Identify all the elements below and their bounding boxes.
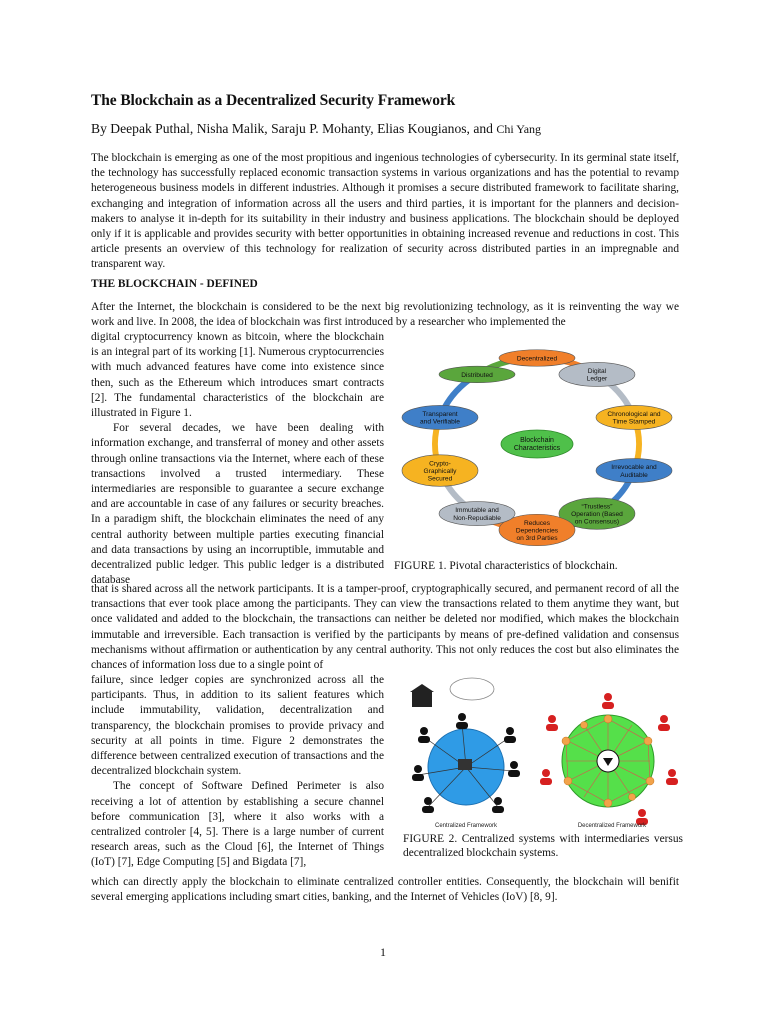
author-last: Chi Yang — [496, 122, 542, 136]
characteristic-label: Crypto- — [429, 460, 451, 468]
characteristic-label: Digital — [587, 368, 607, 376]
paragraph-1-column: digital cryptocurrency known as bitcoin, where the blockchain is an integral part of its working [1]. Numerous cryptocurrencies with much advanced features have come into existence since then, such as the Ethereum which introduces smart contracts [2]. The fundamental characteristics of the blockchain are illustrated in Figure 1. — [91, 331, 384, 420]
left-column-1 — [91, 330, 384, 588]
characteristic-label: on Consensus) — [574, 518, 620, 526]
centralized-framework — [410, 678, 520, 829]
figure-2-caption — [403, 832, 683, 860]
characteristic-label: Chronological and — [607, 411, 661, 419]
characteristic-label: Secured — [427, 475, 453, 483]
characteristic-label: Dependencies — [515, 527, 559, 535]
characteristic-label: Decentralized — [516, 355, 558, 363]
paragraph-2-column-cont: failure, since ledger copies are synchronized across all the participants. Thus, in addition to its salient features which include immutability, validation, decentralization and transparency, the blockchain promises to provide privacy and security at all points in time. Figure 2 demonstrates the difference between centralized execution of transactions and the decentralized blockchain system. — [91, 674, 384, 778]
author-names: By Deepak Puthal, Nisha Malik, Saraju P. Mohanty, Elias Kougianos, and — [91, 121, 497, 136]
characteristic-label: and Verifiable — [420, 418, 460, 426]
figure-2-diagram — [402, 675, 692, 830]
label-centralized: Centralized Framework — [434, 823, 498, 829]
paper-title: The Blockchain as a Decentralized Security Framework — [91, 92, 456, 109]
paragraph-3-column: The concept of Software Defined Perimeter is also receiving a lot of attention by establishing a secure channel before communication [3], where it also works with a centralized controler [4, 5]. There is a large number of current research areas, such as the Cloud [6], the Internet of Things (IoT) [7], Edge Computing [5] and Bigdata [7], — [91, 780, 384, 869]
center-label: Characteristics — [513, 445, 561, 452]
characteristic-label: on 3rd Parties — [516, 535, 558, 542]
decentralized-framework — [540, 693, 678, 829]
characteristic-label: Non-Repudiable — [453, 514, 501, 522]
characteristic-label: Time Stamped — [612, 418, 656, 426]
center-label: Blockchain — [520, 437, 554, 444]
characteristic-label: Irrevocable and — [611, 464, 657, 472]
server-icon — [458, 759, 472, 770]
bank-roof-icon — [410, 684, 434, 692]
abstract: The blockchain is emerging as one of the most propitious and ingenious technologies of cybersecurity. In its germinal state itself, the technology has successfully replaced economic transaction systems in various organizations and has the potential to revamp heterogeneous business models in different industries. Although it promises a secure distributed framework to facilitate sharing, exchanging and integration of information across all the users and third parties, it is important for the planners and decision-makers to analyse it in-depth for its suitability in their industry and business applications. The blockchain should be deployed only if it is applicable and provides security with better opportunities in obtaining increased revenue and reductions in cost. This article presents an overview of this technology for realization of security across distributed parties in an impregnable and transparent way. — [91, 152, 679, 271]
section-heading: THE BLOCKCHAIN - DEFINED — [91, 278, 258, 290]
figure-2-caption-text: . Centralized systems with intermediaries versus decentralized blockchain systems. — [403, 833, 683, 859]
characteristic-label: “Trustless” — [581, 503, 613, 511]
characteristic-label: Distributed — [461, 371, 493, 379]
characteristic-label: Graphically — [423, 467, 457, 475]
page-number: 1 — [380, 945, 386, 959]
characteristic-label: Ledger — [586, 375, 608, 383]
characteristic-label: Immutable and — [455, 507, 499, 515]
bank-icon — [412, 691, 432, 707]
cloud-icon — [450, 678, 494, 700]
paragraph-3-full: which can directly apply the blockchain to eliminate centralized controller entities. Consequently, the blockchain will benifit several emerging applications including smart cities, banking, and the Internet of Vehicles (IoV) [8, 9]. — [91, 876, 679, 904]
figure-2-caption-label: FIGURE 2 — [403, 833, 455, 845]
left-column-2 — [91, 673, 384, 871]
characteristic-label: Auditable — [620, 471, 648, 479]
author-list — [91, 121, 541, 137]
paragraph-2-column: For several decades, we have been dealing with information exchange, and transferral of money and other assets through online transactions via the Internet, where each of these transactions involved a trusted intermediary. These intermediaries are responsible to guarantee a secure exchange and are accountable in case of any failures or security breaches. In a paradigm shift, the blockchain eliminates the need of any central authority between multiple parties executing financial and data transactions by using an incorruptible, immutable and decentralized public ledger. This public ledger is a distributed database — [91, 422, 384, 587]
characteristic-label: Transparent — [422, 411, 458, 419]
figure-1-caption: FIGURE 1. Pivotal characteristics of blockchain. — [394, 560, 618, 572]
characteristic-label: Reduces — [523, 519, 551, 527]
center-node — [501, 430, 573, 458]
paragraph-1-full: After the Internet, the blockchain is considered to be the next big revolutionizing technology, as it is reinventing the way we work and live. In 2008, the idea of blockchain was first introduced by a researcher who implemented the — [91, 301, 679, 329]
label-decentralized: Decentralized Framework — [577, 823, 647, 829]
paragraph-2-full: that is shared across all the network participants. It is a tamper-proof, cryptographically secured, and permanent record of all the transactions that ever took place among the participants. They can view the transactions related to them anytime they want, but once validated and added to the blockchain, the transactions can neither be deleted nor modified, which makes the blockchain immutable and irreversible. Each transaction is verified by the participants by means of pre-defined validation and consensus mechanisms without affirmation or authentication by any central authority. This not only reduces the cost but also eliminates the chances of information loss due to a single point of — [91, 583, 679, 672]
figure-1-diagram — [392, 334, 682, 558]
characteristic-label: Operation (Based — [571, 510, 623, 518]
